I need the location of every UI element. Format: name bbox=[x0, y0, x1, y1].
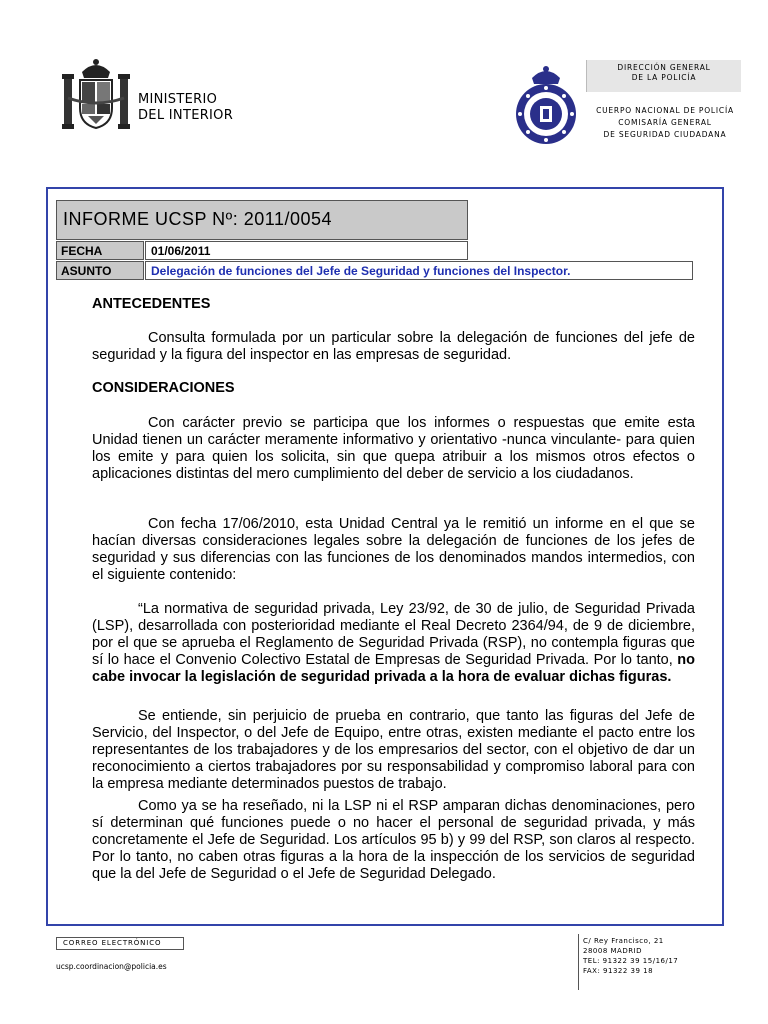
ministry-line-2: DEL INTERIOR bbox=[138, 108, 234, 123]
address-line-3: TEL: 91322 39 15/16/17 bbox=[583, 957, 679, 965]
address-line-1: C/ Rey Francisco, 21 bbox=[583, 937, 664, 945]
paragraph-4: Se entiende, sin perjuicio de prueba en contrario, que tanto las figuras del Jefe de Servicio, del Inspector, o del Jefe de Equipo, entre otras, existen mediante el pacto entre los representantes de los trabajadores y de los empresarios del sector, con el objetivo de dar un reconocimiento a ciertos trabajadores por su responsabilidad y compromiso laboral para con la empresa mediante determinados puestos de trabajo. bbox=[92, 708, 695, 792]
paragraph-5: Como ya se ha reseñado, ni la LSP ni el RSP amparan dichas denominaciones, pero sí determinan qué funciones puede o no hacer el personal de seguridad privada, y más concretamente el Jefe de Seguridad. Los artículos 95 b) y 99 del RSP, son claros al respecto. Por lo tanto, no caben otras figuras a la hora de la inspección de los servicios de seguridad que la del Jefe de Seguridad o el Jefe de Seguridad Delegado. bbox=[92, 798, 695, 882]
dgp-box bbox=[586, 60, 741, 92]
asunto-value: Delegación de funciones del Jefe de Seguridad y funciones del Inspector. bbox=[145, 261, 693, 280]
mail-link[interactable]: ucsp.coordinacion@policia.es bbox=[56, 962, 167, 971]
heading-antecedentes: ANTECEDENTES bbox=[92, 296, 211, 312]
paragraph-antecedentes: Consulta formulada por un particular sobre la delegación de funciones del jefe de seguridad y la figura del inspector en las empresas de seguridad. bbox=[92, 330, 695, 363]
mail-label: CORREO ELECTRÓNICO bbox=[56, 937, 184, 950]
dgp-line-1: DIRECCIÓN GENERAL bbox=[617, 63, 711, 72]
asunto-label: ASUNTO bbox=[56, 261, 144, 280]
fecha-value: 01/06/2011 bbox=[145, 241, 468, 260]
ministry-line-1: MINISTERIO bbox=[138, 92, 218, 107]
coat-of-arms-spain-icon bbox=[60, 58, 132, 134]
paragraph-3-bold: no cabe invocar la legislación de seguridad privada a la hora de evaluar dichas figuras. bbox=[92, 652, 695, 685]
ministry-name bbox=[138, 92, 233, 124]
dgp-line-2: DE LA POLICÍA bbox=[631, 73, 697, 82]
report-title: INFORME UCSP Nº: 2011/0054 bbox=[56, 200, 468, 240]
cnp-line-1: CUERPO NACIONAL DE POLICÍA bbox=[596, 106, 734, 115]
paragraph-1: Con carácter previo se participa que los informes o respuestas que emite esta Unidad tienen un carácter meramente informativo y orientativo -nunca vinculante- para quien los emite y para quien los solicita, sin que quepa atribuir a los mismos otros efectos o aplicaciones distintas del mero cumplimiento del deber de servicio a los ciudadanos. bbox=[92, 415, 695, 482]
address-line-4: FAX: 91322 39 18 bbox=[583, 967, 654, 975]
paragraph-3-text: “La normativa de seguridad privada, Ley 23/92, de 30 de julio, de Seguridad Privada (LSP), desarrollada con posterioridad mediante el Real Decreto 2364/94, de 9 de diciembre, por el que se aprueba el Reglamento de Seguridad Privada (RSP), no contempla figuras que sí lo hace el Convenio Colectivo Estatal de Empresas de Seguridad Privada. Por lo tanto, bbox=[92, 601, 695, 668]
cnp-line-2: COMISARÍA GENERAL bbox=[618, 118, 712, 127]
heading-consideraciones: CONSIDERACIONES bbox=[92, 380, 235, 396]
fecha-label: FECHA bbox=[56, 241, 144, 260]
police-emblem-icon bbox=[514, 64, 578, 146]
paragraph-2: Con fecha 17/06/2010, esta Unidad Central ya le remitió un informe en el que se hacían diversas consideraciones legales sobre la delegación de funciones de los jefes de seguridad y sus diferencias con las funciones de los denominados mandos intermedios, con el siguiente contenido: bbox=[92, 516, 695, 583]
paragraph-3 bbox=[92, 601, 695, 686]
address-block bbox=[583, 936, 678, 976]
cnp-line-3: DE SEGURIDAD CIUDADANA bbox=[603, 130, 727, 139]
footer-divider bbox=[578, 934, 579, 990]
cnp-block bbox=[590, 105, 740, 141]
address-line-2: 28008 MADRID bbox=[583, 947, 643, 955]
